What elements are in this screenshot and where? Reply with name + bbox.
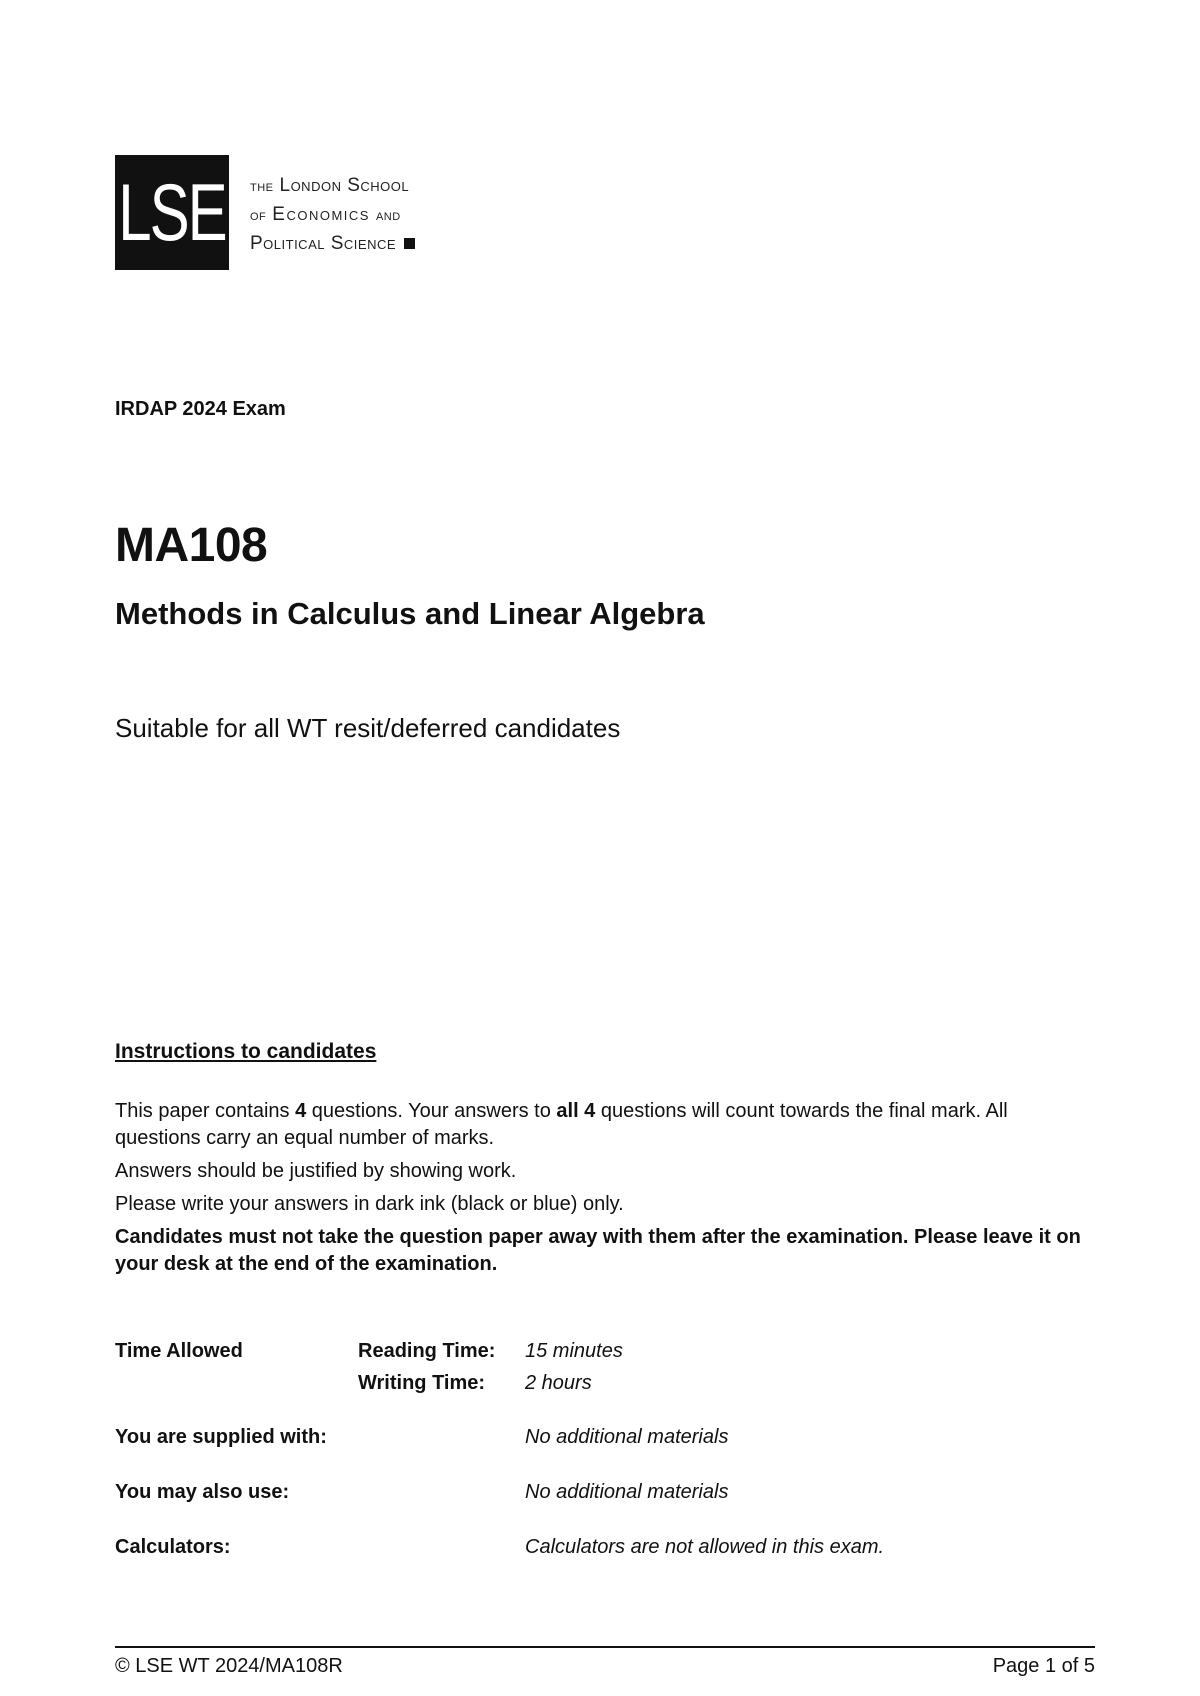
calculators-label: Calculators: — [115, 1536, 231, 1558]
writing-time-label: Writing Time: — [358, 1372, 486, 1394]
logo-word-and: and — [375, 207, 401, 224]
logo-word-the: the — [250, 178, 274, 195]
answer-count: all 4 — [556, 1100, 596, 1122]
course-title: Methods in Calculus and Linear Algebra — [115, 596, 705, 631]
instruction-paragraph-1 — [115, 1098, 1095, 1152]
footer-copyright: © LSE WT 2024/MA108R — [115, 1655, 343, 1677]
instruction-text: This paper contains — [115, 1100, 296, 1122]
logo-word-political-science: Political Science — [250, 233, 397, 254]
supplied-value: No additional materials — [525, 1426, 729, 1448]
writing-time-value: 2 hours — [525, 1372, 592, 1394]
instruction-paragraph-2: Answers should be justified by showing work. — [115, 1160, 517, 1182]
suitability-note: Suitable for all WT resit/deferred candidates — [115, 713, 621, 743]
instruction-text: questions. Your answers to — [306, 1100, 557, 1122]
page-number: Page 1 of 5 — [992, 1655, 1095, 1677]
instructions-body — [115, 1098, 1095, 1284]
instruction-paragraph-3: Please write your answers in dark ink (black or blue) only. — [115, 1193, 624, 1215]
also-use-label: You may also use: — [115, 1481, 290, 1503]
logo-square-icon — [404, 238, 415, 249]
logo-word-london-school: London School — [279, 175, 410, 196]
logo-letters: LSE — [118, 166, 226, 258]
exam-label: IRDAP 2024 Exam — [115, 398, 286, 420]
supplied-label: You are supplied with: — [115, 1426, 327, 1448]
logo-line-3 — [250, 230, 415, 258]
logo-line-1 — [250, 172, 415, 201]
logo-word-of: of — [250, 207, 267, 224]
instruction-paragraph-4: Candidates must not take the question paper away with them after the examination. Please leave it on your desk at the end of the examination. — [115, 1226, 1081, 1275]
question-count: 4 — [295, 1100, 307, 1122]
instruction-text: questions will count towards the final mark. All questions carry an equal number of marks. — [115, 1100, 1008, 1149]
instructions-heading: Instructions to candidates — [115, 1040, 377, 1063]
logo-line-2 — [250, 201, 415, 230]
course-code: MA108 — [115, 519, 268, 572]
footer-divider — [115, 1646, 1095, 1648]
lse-logo-mark — [115, 155, 229, 270]
time-allowed-label: Time Allowed — [115, 1340, 243, 1362]
reading-time-label: Reading Time: — [358, 1340, 496, 1362]
institution-name — [250, 172, 415, 258]
logo-word-economics: Economics — [272, 204, 370, 225]
also-use-value: No additional materials — [525, 1481, 729, 1503]
calculators-value: Calculators are not allowed in this exam. — [525, 1536, 885, 1558]
reading-time-value: 15 minutes — [525, 1340, 623, 1362]
